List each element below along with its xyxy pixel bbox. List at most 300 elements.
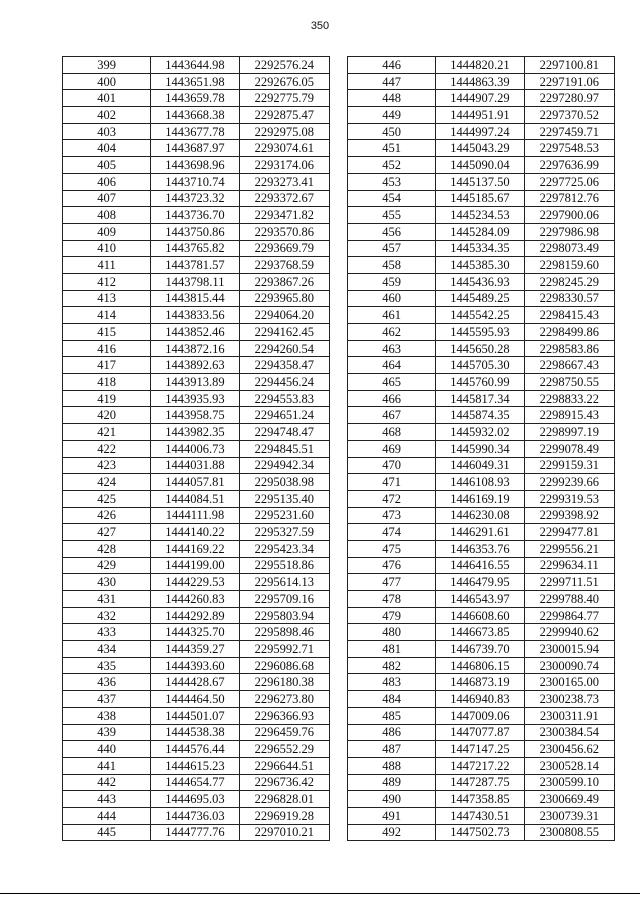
table-row — [63, 240, 330, 257]
point-number-cell: 429 — [63, 557, 151, 574]
table-row — [348, 824, 615, 841]
y-coordinate-cell: 2296736.42 — [239, 774, 329, 791]
y-coordinate-cell: 2292576.24 — [239, 57, 329, 74]
y-coordinate-cell: 2297459.71 — [524, 123, 614, 140]
table-row — [63, 457, 330, 474]
y-coordinate-cell: 2298750.55 — [524, 374, 614, 391]
point-number-cell: 418 — [63, 374, 151, 391]
table-row — [348, 374, 615, 391]
point-number-cell: 413 — [63, 290, 151, 307]
y-coordinate-cell: 2293471.82 — [239, 207, 329, 224]
x-coordinate-cell: 1445043.29 — [436, 140, 524, 157]
x-coordinate-cell: 1444951.91 — [436, 107, 524, 124]
table-row — [63, 557, 330, 574]
y-coordinate-cell: 2293074.61 — [239, 140, 329, 157]
table-row — [348, 273, 615, 290]
x-coordinate-cell: 1447077.87 — [436, 724, 524, 741]
point-number-cell: 491 — [348, 807, 436, 824]
table-row — [348, 190, 615, 207]
x-coordinate-cell: 1444325.70 — [151, 624, 239, 641]
x-coordinate-cell: 1444615.23 — [151, 757, 239, 774]
point-number-cell: 444 — [63, 807, 151, 824]
y-coordinate-cell: 2299159.31 — [524, 457, 614, 474]
x-coordinate-cell: 1444863.39 — [436, 73, 524, 90]
x-coordinate-cell: 1446940.83 — [436, 691, 524, 708]
table-row — [348, 657, 615, 674]
y-coordinate-cell: 2300384.54 — [524, 724, 614, 741]
point-number-cell: 437 — [63, 691, 151, 708]
x-coordinate-cell: 1444031.88 — [151, 457, 239, 474]
table-row — [63, 624, 330, 641]
point-number-cell: 400 — [63, 73, 151, 90]
table-row — [348, 357, 615, 374]
table-row — [348, 641, 615, 658]
y-coordinate-cell: 2297986.98 — [524, 223, 614, 240]
x-coordinate-cell: 1444464.50 — [151, 691, 239, 708]
table-row — [63, 390, 330, 407]
page-number: 350 — [310, 20, 330, 32]
table-row — [348, 607, 615, 624]
table-row — [63, 824, 330, 841]
table-row — [63, 657, 330, 674]
y-coordinate-cell: 2300669.49 — [524, 791, 614, 808]
table-row — [63, 807, 330, 824]
table-row — [63, 324, 330, 341]
point-number-cell: 478 — [348, 591, 436, 608]
y-coordinate-cell: 2299864.77 — [524, 607, 614, 624]
point-number-cell: 484 — [348, 691, 436, 708]
y-coordinate-cell: 2296273.80 — [239, 691, 329, 708]
table-row — [348, 173, 615, 190]
x-coordinate-cell: 1443644.98 — [151, 57, 239, 74]
table-row — [63, 424, 330, 441]
table-row — [348, 90, 615, 107]
table-row — [63, 207, 330, 224]
table-row — [348, 624, 615, 641]
y-coordinate-cell: 2292875.47 — [239, 107, 329, 124]
y-coordinate-cell: 2292676.05 — [239, 73, 329, 90]
x-coordinate-cell: 1445542.25 — [436, 307, 524, 324]
y-coordinate-cell: 2293768.59 — [239, 257, 329, 274]
x-coordinate-cell: 1445137.50 — [436, 173, 524, 190]
y-coordinate-cell: 2299398.92 — [524, 507, 614, 524]
x-coordinate-cell: 1446873.19 — [436, 674, 524, 691]
point-number-cell: 473 — [348, 507, 436, 524]
y-coordinate-cell: 2295614.13 — [239, 574, 329, 591]
point-number-cell: 420 — [63, 407, 151, 424]
table-row — [63, 674, 330, 691]
point-number-cell: 479 — [348, 607, 436, 624]
point-number-cell: 486 — [348, 724, 436, 741]
y-coordinate-cell: 2294553.83 — [239, 390, 329, 407]
x-coordinate-cell: 1446608.60 — [436, 607, 524, 624]
point-number-cell: 472 — [348, 490, 436, 507]
table-row — [348, 390, 615, 407]
y-coordinate-cell: 2297370.52 — [524, 107, 614, 124]
x-coordinate-cell: 1443659.78 — [151, 90, 239, 107]
table-row — [63, 641, 330, 658]
point-number-cell: 445 — [63, 824, 151, 841]
y-coordinate-cell: 2297191.06 — [524, 73, 614, 90]
table-row — [348, 691, 615, 708]
y-coordinate-cell: 2295709.16 — [239, 591, 329, 608]
point-number-cell: 434 — [63, 641, 151, 658]
x-coordinate-cell: 1445932.02 — [436, 424, 524, 441]
table-row — [348, 107, 615, 124]
x-coordinate-cell: 1443913.89 — [151, 374, 239, 391]
y-coordinate-cell: 2295898.46 — [239, 624, 329, 641]
point-number-cell: 489 — [348, 774, 436, 791]
x-coordinate-cell: 1444428.67 — [151, 674, 239, 691]
x-coordinate-cell: 1445760.99 — [436, 374, 524, 391]
table-row — [348, 791, 615, 808]
table-row — [348, 540, 615, 557]
x-coordinate-cell: 1446169.19 — [436, 490, 524, 507]
table-row — [63, 691, 330, 708]
x-coordinate-cell: 1445090.04 — [436, 157, 524, 174]
table-row — [63, 57, 330, 74]
y-coordinate-cell: 2297100.81 — [524, 57, 614, 74]
point-number-cell: 457 — [348, 240, 436, 257]
point-number-cell: 487 — [348, 741, 436, 758]
point-number-cell: 412 — [63, 273, 151, 290]
table-row — [63, 257, 330, 274]
point-number-cell: 432 — [63, 607, 151, 624]
coordinate-table-right — [347, 56, 615, 841]
point-number-cell: 475 — [348, 540, 436, 557]
table-row — [63, 574, 330, 591]
point-number-cell: 485 — [348, 707, 436, 724]
x-coordinate-cell: 1446230.08 — [436, 507, 524, 524]
y-coordinate-cell: 2299319.53 — [524, 490, 614, 507]
bottom-rule — [0, 893, 640, 894]
x-coordinate-cell: 1444654.77 — [151, 774, 239, 791]
point-number-cell: 436 — [63, 674, 151, 691]
point-number-cell: 401 — [63, 90, 151, 107]
table-row — [63, 107, 330, 124]
point-number-cell: 414 — [63, 307, 151, 324]
y-coordinate-cell: 2299788.40 — [524, 591, 614, 608]
x-coordinate-cell: 1443872.16 — [151, 340, 239, 357]
table-row — [348, 307, 615, 324]
point-number-cell: 402 — [63, 107, 151, 124]
point-number-cell: 450 — [348, 123, 436, 140]
table-row — [63, 774, 330, 791]
x-coordinate-cell: 1447287.75 — [436, 774, 524, 791]
x-coordinate-cell: 1445817.34 — [436, 390, 524, 407]
x-coordinate-cell: 1445185.67 — [436, 190, 524, 207]
x-coordinate-cell: 1443765.82 — [151, 240, 239, 257]
y-coordinate-cell: 2298073.49 — [524, 240, 614, 257]
x-coordinate-cell: 1443651.98 — [151, 73, 239, 90]
x-coordinate-cell: 1444057.81 — [151, 474, 239, 491]
x-coordinate-cell: 1444393.60 — [151, 657, 239, 674]
x-coordinate-cell: 1443710.74 — [151, 173, 239, 190]
x-coordinate-cell: 1443958.75 — [151, 407, 239, 424]
x-coordinate-cell: 1444359.27 — [151, 641, 239, 658]
point-number-cell: 404 — [63, 140, 151, 157]
y-coordinate-cell: 2298415.43 — [524, 307, 614, 324]
table-row — [348, 440, 615, 457]
table-row — [348, 257, 615, 274]
point-number-cell: 415 — [63, 324, 151, 341]
x-coordinate-cell: 1447009.06 — [436, 707, 524, 724]
x-coordinate-cell: 1443668.38 — [151, 107, 239, 124]
y-coordinate-cell: 2300165.00 — [524, 674, 614, 691]
y-coordinate-cell: 2295327.59 — [239, 524, 329, 541]
point-number-cell: 455 — [348, 207, 436, 224]
x-coordinate-cell: 1447217.22 — [436, 757, 524, 774]
y-coordinate-cell: 2298997.19 — [524, 424, 614, 441]
table-row — [63, 173, 330, 190]
point-number-cell: 474 — [348, 524, 436, 541]
point-number-cell: 448 — [348, 90, 436, 107]
x-coordinate-cell: 1445234.53 — [436, 207, 524, 224]
table-row — [348, 574, 615, 591]
x-coordinate-cell: 1446739.70 — [436, 641, 524, 658]
point-number-cell: 422 — [63, 440, 151, 457]
x-coordinate-cell: 1443815.44 — [151, 290, 239, 307]
y-coordinate-cell: 2299940.62 — [524, 624, 614, 641]
x-coordinate-cell: 1444292.89 — [151, 607, 239, 624]
x-coordinate-cell: 1444576.44 — [151, 741, 239, 758]
point-number-cell: 468 — [348, 424, 436, 441]
x-coordinate-cell: 1443723.32 — [151, 190, 239, 207]
point-number-cell: 411 — [63, 257, 151, 274]
y-coordinate-cell: 2297725.06 — [524, 173, 614, 190]
table-row — [348, 324, 615, 341]
point-number-cell: 492 — [348, 824, 436, 841]
point-number-cell: 451 — [348, 140, 436, 157]
x-coordinate-cell: 1445284.09 — [436, 223, 524, 240]
point-number-cell: 488 — [348, 757, 436, 774]
point-number-cell: 463 — [348, 340, 436, 357]
point-number-cell: 480 — [348, 624, 436, 641]
point-number-cell: 435 — [63, 657, 151, 674]
table-row — [63, 440, 330, 457]
y-coordinate-cell: 2298330.57 — [524, 290, 614, 307]
y-coordinate-cell: 2297812.76 — [524, 190, 614, 207]
x-coordinate-cell: 1444777.76 — [151, 824, 239, 841]
table-row — [63, 407, 330, 424]
table-row — [348, 407, 615, 424]
x-coordinate-cell: 1444736.03 — [151, 807, 239, 824]
y-coordinate-cell: 2299078.49 — [524, 440, 614, 457]
y-coordinate-cell: 2295038.98 — [239, 474, 329, 491]
point-number-cell: 469 — [348, 440, 436, 457]
y-coordinate-cell: 2293174.06 — [239, 157, 329, 174]
y-coordinate-cell: 2300599.10 — [524, 774, 614, 791]
table-row — [63, 757, 330, 774]
x-coordinate-cell: 1445436.93 — [436, 273, 524, 290]
point-number-cell: 431 — [63, 591, 151, 608]
x-coordinate-cell: 1444111.98 — [151, 507, 239, 524]
point-number-cell: 462 — [348, 324, 436, 341]
x-coordinate-cell: 1446108.93 — [436, 474, 524, 491]
point-number-cell: 409 — [63, 223, 151, 240]
table-row — [63, 724, 330, 741]
x-coordinate-cell: 1445874.35 — [436, 407, 524, 424]
table-row — [348, 424, 615, 441]
point-number-cell: 421 — [63, 424, 151, 441]
x-coordinate-cell: 1444820.21 — [436, 57, 524, 74]
x-coordinate-cell: 1447147.25 — [436, 741, 524, 758]
x-coordinate-cell: 1445650.28 — [436, 340, 524, 357]
table-row — [348, 57, 615, 74]
table-row — [63, 140, 330, 157]
y-coordinate-cell: 2299477.81 — [524, 524, 614, 541]
table-row — [348, 774, 615, 791]
y-coordinate-cell: 2299239.66 — [524, 474, 614, 491]
point-number-cell: 427 — [63, 524, 151, 541]
point-number-cell: 471 — [348, 474, 436, 491]
y-coordinate-cell: 2297636.99 — [524, 157, 614, 174]
point-number-cell: 470 — [348, 457, 436, 474]
table-row — [348, 741, 615, 758]
x-coordinate-cell: 1446543.97 — [436, 591, 524, 608]
point-number-cell: 476 — [348, 557, 436, 574]
y-coordinate-cell: 2299711.51 — [524, 574, 614, 591]
point-number-cell: 440 — [63, 741, 151, 758]
point-number-cell: 442 — [63, 774, 151, 791]
table-row — [348, 724, 615, 741]
point-number-cell: 410 — [63, 240, 151, 257]
y-coordinate-cell: 2294456.24 — [239, 374, 329, 391]
x-coordinate-cell: 1444229.53 — [151, 574, 239, 591]
x-coordinate-cell: 1445489.25 — [436, 290, 524, 307]
y-coordinate-cell: 2299556.21 — [524, 540, 614, 557]
table-row — [348, 591, 615, 608]
x-coordinate-cell: 1446806.15 — [436, 657, 524, 674]
table-row — [63, 524, 330, 541]
y-coordinate-cell: 2294748.47 — [239, 424, 329, 441]
x-coordinate-cell: 1443833.56 — [151, 307, 239, 324]
point-number-cell: 430 — [63, 574, 151, 591]
y-coordinate-cell: 2295992.71 — [239, 641, 329, 658]
y-coordinate-cell: 2296919.28 — [239, 807, 329, 824]
point-number-cell: 399 — [63, 57, 151, 74]
x-coordinate-cell: 1444997.24 — [436, 123, 524, 140]
y-coordinate-cell: 2293867.26 — [239, 273, 329, 290]
table-row — [63, 707, 330, 724]
y-coordinate-cell: 2294845.51 — [239, 440, 329, 457]
y-coordinate-cell: 2299634.11 — [524, 557, 614, 574]
table-row — [63, 123, 330, 140]
table-row — [348, 457, 615, 474]
point-number-cell: 406 — [63, 173, 151, 190]
y-coordinate-cell: 2295518.86 — [239, 557, 329, 574]
y-coordinate-cell: 2298915.43 — [524, 407, 614, 424]
y-coordinate-cell: 2294260.54 — [239, 340, 329, 357]
y-coordinate-cell: 2296552.29 — [239, 741, 329, 758]
x-coordinate-cell: 1445705.30 — [436, 357, 524, 374]
point-number-cell: 403 — [63, 123, 151, 140]
y-coordinate-cell: 2295135.40 — [239, 490, 329, 507]
y-coordinate-cell: 2300739.31 — [524, 807, 614, 824]
x-coordinate-cell: 1446416.55 — [436, 557, 524, 574]
point-number-cell: 465 — [348, 374, 436, 391]
point-number-cell: 438 — [63, 707, 151, 724]
table-row — [348, 240, 615, 257]
point-number-cell: 482 — [348, 657, 436, 674]
table-row — [348, 807, 615, 824]
table-row — [63, 374, 330, 391]
y-coordinate-cell: 2293372.67 — [239, 190, 329, 207]
table-row — [63, 307, 330, 324]
x-coordinate-cell: 1444199.00 — [151, 557, 239, 574]
table-row — [348, 123, 615, 140]
table-row — [348, 490, 615, 507]
y-coordinate-cell: 2293669.79 — [239, 240, 329, 257]
table-row — [63, 540, 330, 557]
y-coordinate-cell: 2300808.55 — [524, 824, 614, 841]
table-row — [348, 207, 615, 224]
y-coordinate-cell: 2297280.97 — [524, 90, 614, 107]
x-coordinate-cell: 1443892.63 — [151, 357, 239, 374]
y-coordinate-cell: 2300528.14 — [524, 757, 614, 774]
y-coordinate-cell: 2300456.62 — [524, 741, 614, 758]
x-coordinate-cell: 1443935.93 — [151, 390, 239, 407]
table-row — [63, 490, 330, 507]
point-number-cell: 460 — [348, 290, 436, 307]
table-row — [348, 557, 615, 574]
table-row — [348, 73, 615, 90]
table-row — [63, 357, 330, 374]
y-coordinate-cell: 2297900.06 — [524, 207, 614, 224]
x-coordinate-cell: 1444006.73 — [151, 440, 239, 457]
y-coordinate-cell: 2300238.73 — [524, 691, 614, 708]
table-row — [348, 290, 615, 307]
x-coordinate-cell: 1443852.46 — [151, 324, 239, 341]
x-coordinate-cell: 1443781.57 — [151, 257, 239, 274]
x-coordinate-cell: 1446479.95 — [436, 574, 524, 591]
point-number-cell: 428 — [63, 540, 151, 557]
y-coordinate-cell: 2298499.86 — [524, 324, 614, 341]
table-row — [348, 757, 615, 774]
y-coordinate-cell: 2296644.51 — [239, 757, 329, 774]
table-row — [63, 507, 330, 524]
y-coordinate-cell: 2295231.60 — [239, 507, 329, 524]
y-coordinate-cell: 2294942.34 — [239, 457, 329, 474]
y-coordinate-cell: 2296366.93 — [239, 707, 329, 724]
x-coordinate-cell: 1443736.70 — [151, 207, 239, 224]
table-row — [63, 591, 330, 608]
point-number-cell: 416 — [63, 340, 151, 357]
x-coordinate-cell: 1443750.86 — [151, 223, 239, 240]
point-number-cell: 454 — [348, 190, 436, 207]
table-row — [63, 223, 330, 240]
table-row — [348, 140, 615, 157]
point-number-cell: 407 — [63, 190, 151, 207]
x-coordinate-cell: 1447502.73 — [436, 824, 524, 841]
x-coordinate-cell: 1443798.11 — [151, 273, 239, 290]
table-row — [63, 157, 330, 174]
x-coordinate-cell: 1445990.34 — [436, 440, 524, 457]
y-coordinate-cell: 2298833.22 — [524, 390, 614, 407]
y-coordinate-cell: 2300015.94 — [524, 641, 614, 658]
table-row — [348, 674, 615, 691]
table-row — [348, 223, 615, 240]
y-coordinate-cell: 2293965.80 — [239, 290, 329, 307]
point-number-cell: 467 — [348, 407, 436, 424]
y-coordinate-cell: 2297010.21 — [239, 824, 329, 841]
y-coordinate-cell: 2292775.79 — [239, 90, 329, 107]
point-number-cell: 458 — [348, 257, 436, 274]
point-number-cell: 449 — [348, 107, 436, 124]
point-number-cell: 481 — [348, 641, 436, 658]
y-coordinate-cell: 2296086.68 — [239, 657, 329, 674]
x-coordinate-cell: 1447430.51 — [436, 807, 524, 824]
